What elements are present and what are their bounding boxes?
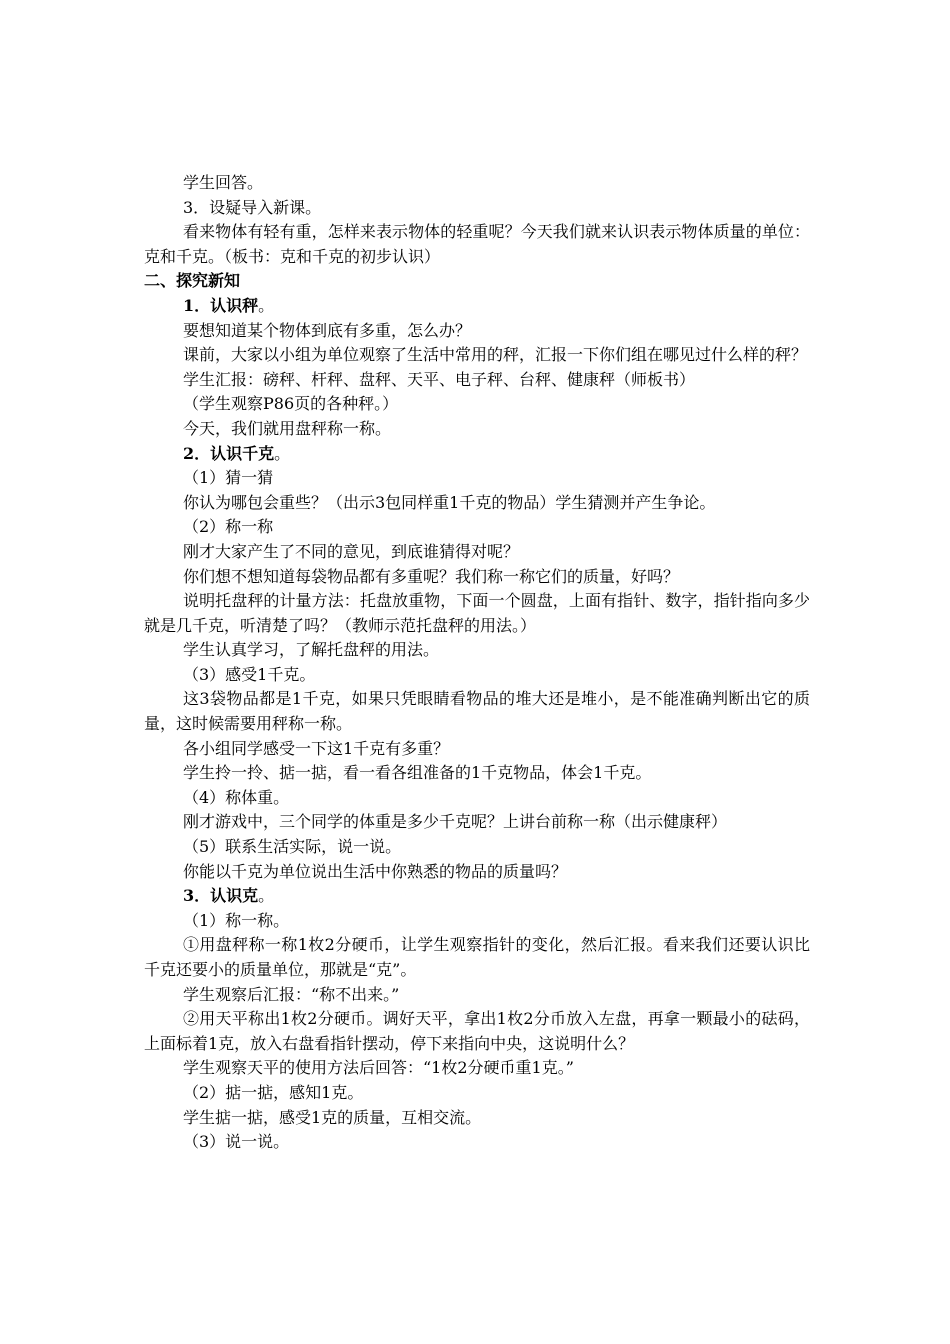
paragraph: 刚才游戏中，三个同学的体重是多少千克呢？上讲台前称一称（出示健康秤） xyxy=(183,812,728,832)
paragraph: （5）联系生活实际，说一说。 xyxy=(183,837,402,857)
subheading-know-scales xyxy=(144,294,810,319)
paragraph: （1）猜一猜 xyxy=(183,468,274,488)
paragraph: 学生拎一拎、掂一掂，看一看各组准备的1千克物品，体会1千克。 xyxy=(183,763,652,783)
paragraph: ②用天平称出1枚2分硬币。调好天平，拿出1枚2分币放入左盘，再拿一颗最小的砝码，上面标着1克，放入右盘看指针摆动，停下来指向中央，这说明什么？ xyxy=(144,1009,810,1053)
paragraph: 你能以千克为单位说出生活中你熟悉的物品的质量吗？ xyxy=(183,861,568,881)
paragraph: 各小组同学感受一下这1千克有多重？ xyxy=(183,738,450,758)
paragraph-student-answer: 学生回答。 xyxy=(183,173,264,192)
subheading-know-kilogram xyxy=(144,442,810,467)
paragraph: 学生观察天平的使用方法后回答：“1枚2分硬币重1克。” xyxy=(183,1058,574,1078)
paragraph: 这3袋物品都是1千克，如果只凭眼睛看物品的堆大还是堆小，是不能准确判断出它的质量，这时候需要用秤称一称。 xyxy=(144,689,810,734)
paragraph: （4）称体重。 xyxy=(183,787,290,807)
document-body xyxy=(144,171,810,1155)
paragraph-lesson-intro: 看来物体有轻有重，怎样来表示物体的轻重呢？今天我们就来认识表示物体质量的单位：克和千克。（板书：克和千克的初步认识） xyxy=(144,222,810,266)
subheading-punct: 。 xyxy=(258,886,275,906)
subheading-text: 2．认识千克 xyxy=(183,443,275,463)
paragraph: （3）感受1千克。 xyxy=(183,664,316,684)
paragraph: ①用盘秤称一称1枚2分硬币，让学生观察指针的变化，然后汇报。看来我们还要认识比千克还要小的质量单位，那就是“克”。 xyxy=(144,935,810,979)
paragraph: 学生掂一掂，感受1克的质量，互相交流。 xyxy=(183,1107,482,1127)
paragraph: 说明托盘秤的计量方法：托盘放重物，下面一个圆盘，上面有指针、数字，指针指向多少就是几千克，听清楚了吗？（教师示范托盘秤的用法。） xyxy=(144,591,810,635)
paragraph: （3）说一说。 xyxy=(183,1132,290,1152)
paragraph: 刚才大家产生了不同的意见，到底谁猜得对呢？ xyxy=(183,541,520,561)
subheading-punct: 。 xyxy=(258,295,275,315)
paragraph-step-3-intro: 3．设疑导入新课。 xyxy=(183,197,322,217)
paragraph: 课前，大家以小组为单位观察了生活中常用的秤，汇报一下你们组在哪见过什么样的秤？ xyxy=(183,345,808,365)
paragraph: 你认为哪包会重些？（出示3包同样重1千克的物品）学生猜测并产生争论。 xyxy=(183,492,716,512)
paragraph: 学生认真学习，了解托盘秤的用法。 xyxy=(183,640,440,660)
paragraph: （学生观察P86页的各种秤。） xyxy=(183,394,399,414)
paragraph: （2）掂一掂，感知1克。 xyxy=(183,1082,364,1102)
paragraph: （2）称一称 xyxy=(183,517,274,537)
paragraph: 学生观察后汇报：“称不出来。” xyxy=(183,984,400,1004)
subheading-know-gram xyxy=(144,884,810,909)
subheading-punct: 。 xyxy=(274,443,291,463)
paragraph: 你们想不想知道每袋物品都有多重呢？我们称一称它们的质量，好吗？ xyxy=(183,566,680,586)
paragraph: （1）称一称。 xyxy=(183,910,290,930)
section-heading-explore: 二、探究新知 xyxy=(144,271,241,291)
subheading-text: 1．认识秤 xyxy=(183,295,259,315)
paragraph: 今天，我们就用盘秤称一称。 xyxy=(183,418,392,438)
paragraph: 学生汇报：磅秤、杆秤、盘秤、天平、电子秤、台秤、健康秤（师板书） xyxy=(183,369,696,389)
subheading-text: 3．认识克 xyxy=(183,886,259,906)
paragraph: 要想知道某个物体到底有多重，怎么办？ xyxy=(183,320,472,340)
